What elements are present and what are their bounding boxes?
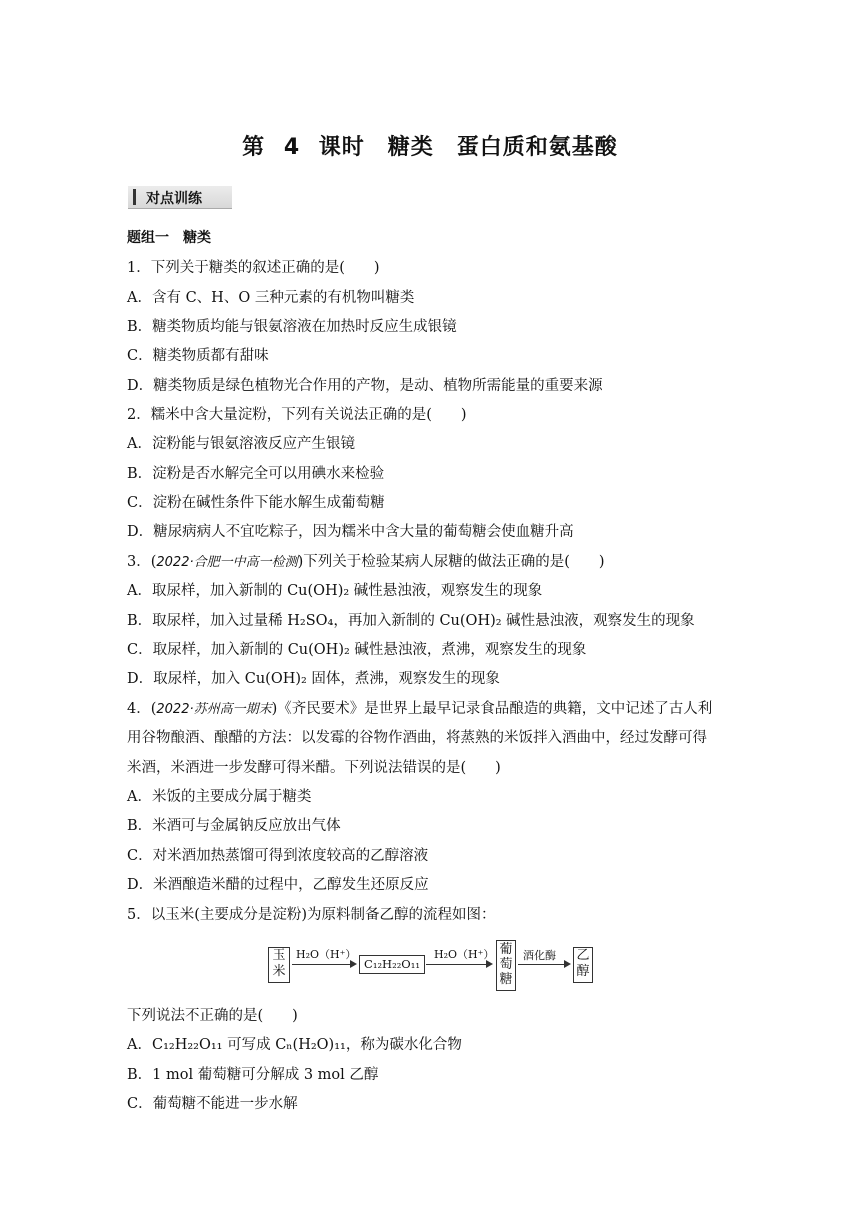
q4-number: 4．( xyxy=(127,701,157,717)
q4-source: 2022·苏州高一期末 xyxy=(156,702,272,717)
q5-ask: 下列说法不正确的是( ) xyxy=(127,1008,298,1024)
q2-option-b: B．淀粉是否水解完全可以用碘水来检验 xyxy=(127,466,385,482)
q2-option-a: A．淀粉能与银氨溶液反应产生银镜 xyxy=(127,436,355,452)
q3-stem xyxy=(127,550,605,571)
q4-option-b: B．米酒可与金属钠反应放出气体 xyxy=(127,818,341,834)
page-title: 第 4 课时 糖类 蛋白质和氨基酸 xyxy=(242,135,618,160)
q2-option-d: D．糖尿病病人不宜吃粽子，因为糯米中含大量的葡萄糖会使血糖升高 xyxy=(127,524,574,540)
flow-box-corn: 玉米 xyxy=(268,947,290,983)
q4-stem-line2: 用谷物酿酒、酿醋的方法：以发霉的谷物作酒曲，将蒸熟的米饭拌入酒曲中，经过发酵可得 xyxy=(127,730,707,746)
flow-box-ethanol: 乙醇 xyxy=(573,947,593,983)
q3-option-c: C．取尿样，加入新制的 Cu(OH)₂ 碱性悬浊液，煮沸，观察发生的现象 xyxy=(127,642,587,658)
flow-diagram xyxy=(266,940,596,990)
q1-stem: 1．下列关于糖类的叙述正确的是( ) xyxy=(127,260,380,276)
q1-option-c: C．糖类物质都有甜味 xyxy=(127,348,269,364)
q3-stem-text: )下列关于检验某病人尿糖的做法正确的是( ) xyxy=(297,554,605,570)
section-tag xyxy=(128,186,232,209)
q5-option-c: C．葡萄糖不能进一步水解 xyxy=(127,1096,298,1112)
flow-arrow-2 xyxy=(426,964,486,965)
q3-source: 2022·合肥一中高一检测 xyxy=(156,555,298,570)
flow-arrow-label-2: H₂O（H⁺） xyxy=(434,948,495,961)
q5-stem: 5．以玉米(主要成分是淀粉)为原料制备乙醇的流程如图： xyxy=(127,907,496,923)
q2-stem: 2．糯米中含大量淀粉，下列有关说法正确的是( ) xyxy=(127,407,467,423)
section-tag-label: 对点训练 xyxy=(146,191,202,207)
q1-option-a: A．含有 C、H、O 三种元素的有机物叫糖类 xyxy=(127,290,415,306)
q4-option-d: D．米酒酿造米醋的过程中，乙醇发生还原反应 xyxy=(127,877,429,893)
q3-option-a: A．取尿样，加入新制的 Cu(OH)₂ 碱性悬浊液，观察发生的现象 xyxy=(127,583,543,599)
flow-arrowhead-1 xyxy=(350,960,357,968)
q3-option-b: B．取尿样，加入过量稀 H₂SO₄，再加入新制的 Cu(OH)₂ 碱性悬浊液，观察发生的现象 xyxy=(127,613,695,629)
flow-box-disaccharide: C₁₂H₂₂O₁₁ xyxy=(359,955,425,974)
flow-arrow-1 xyxy=(292,964,350,965)
q1-option-d: D．糖类物质是绿色植物光合作用的产物，是动、植物所需能量的重要来源 xyxy=(127,378,603,394)
q4-stem-line3: 米酒，米酒进一步发酵可得米醋。下列说法错误的是( ) xyxy=(127,760,501,776)
flow-box-glucose: 葡萄糖 xyxy=(496,940,516,991)
q4-option-c: C．对米酒加热蒸馏可得到浓度较高的乙醇溶液 xyxy=(127,848,429,864)
flow-arrow-label-1: H₂O（H⁺） xyxy=(296,948,357,961)
q4-option-a: A．米饭的主要成分属于糖类 xyxy=(127,789,312,805)
q4-stem-line1 xyxy=(127,697,712,718)
flow-arrow-3 xyxy=(518,964,564,965)
q5-option-a: A．C₁₂H₂₂O₁₁ 可写成 Cₙ(H₂O)₁₁，称为碳水化合物 xyxy=(127,1037,462,1053)
flow-arrow-label-3: 酒化酶 xyxy=(523,949,556,962)
group-heading: 题组一 糖类 xyxy=(127,230,211,246)
q2-option-c: C．淀粉在碱性条件下能水解生成葡萄糖 xyxy=(127,495,385,511)
q4-stem-text: )《齐民要术》是世界上最早记录食品酿造的典籍，文中记述了古人利 xyxy=(271,701,713,717)
q1-option-b: B．糖类物质均能与银氨溶液在加热时反应生成银镜 xyxy=(127,319,457,335)
flow-arrowhead-3 xyxy=(564,960,571,968)
q5-option-b: B．1 mol 葡萄糖可分解成 3 mol 乙醇 xyxy=(127,1067,379,1083)
q3-option-d: D．取尿样，加入 Cu(OH)₂ 固体，煮沸，观察发生的现象 xyxy=(127,671,500,687)
q3-number: 3．( xyxy=(127,554,157,570)
section-tag-bar xyxy=(133,189,136,205)
flow-arrowhead-2 xyxy=(486,960,493,968)
